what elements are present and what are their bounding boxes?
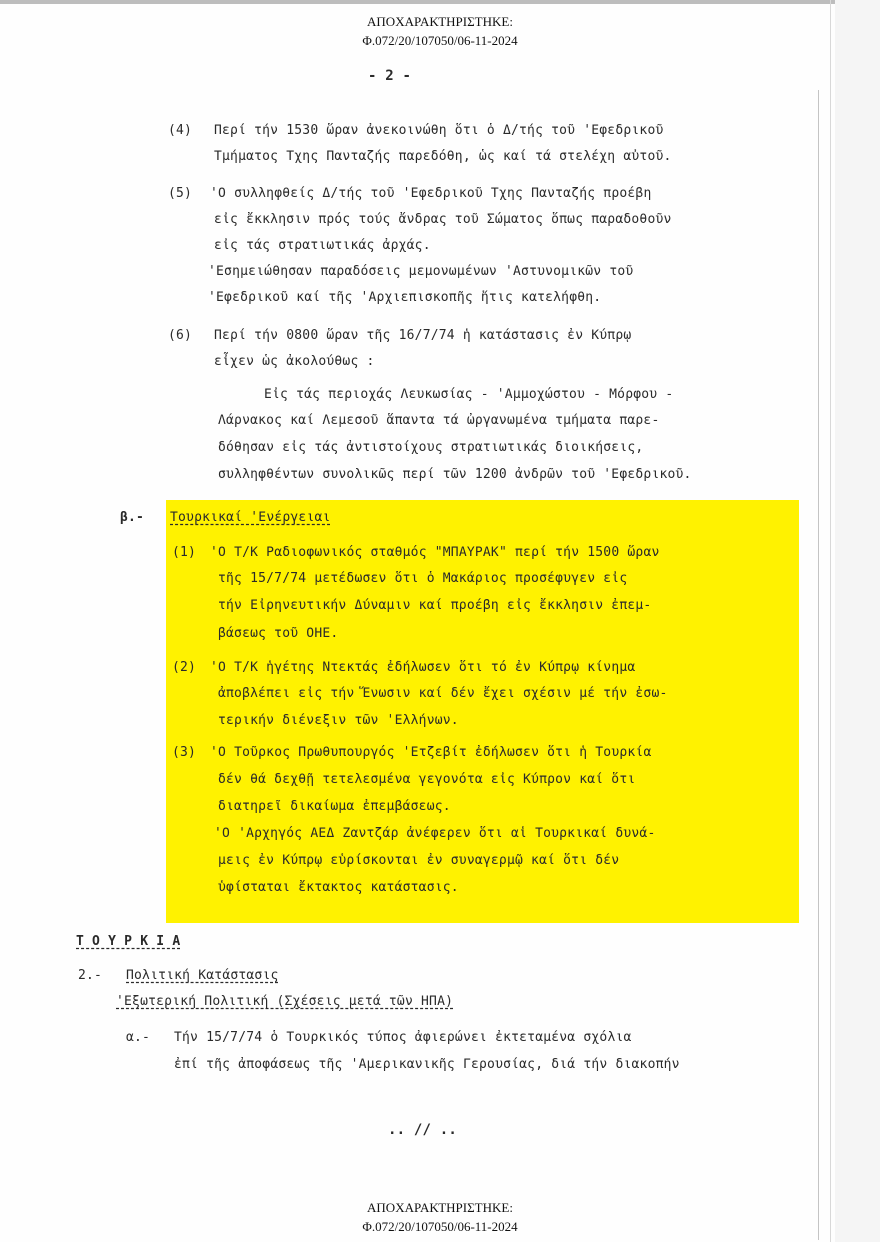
section-number: 2.- <box>78 968 103 983</box>
text-line: 'Ο Τοῦρκος Πρωθυπουργός 'Ετζεβίτ ἐδήλωσεν ὅτι ἡ Τουρκία <box>210 745 652 760</box>
text-line: τερικήν διένεξιν τῶν 'Ελλήνων. <box>218 713 459 728</box>
text-line: 'Εφεδρικοῦ καί τῆς 'Αρχιεπισκοπῆς ἥτις κατελήφθη. <box>208 290 602 305</box>
text-line: 'Ο Τ/Κ ἡγέτης Ντεκτάς ἐδήλωσεν ὅτι τό ἐν Κύπρῳ κίνημα <box>210 660 636 675</box>
page-number: - 2 - <box>368 68 412 84</box>
item-number: (5) <box>168 186 193 201</box>
text-line: διατηρεῖ δικαίωμα ἐπεμβάσεως. <box>218 799 451 814</box>
section-title: Πολιτική Κατάστασις <box>126 968 279 983</box>
stamp-reference: Φ.072/20/107050/06-11-2024 <box>362 33 518 48</box>
text-line: ἐπί τῆς ἀποφάσεως τῆς 'Αμερικανικῆς Γερουσίας, διά τήν διακοπήν <box>174 1057 680 1072</box>
item-number: (1) <box>172 545 197 560</box>
item-number: (6) <box>168 328 193 343</box>
text-line: Εἰς τάς περιοχάς Λευκωσίας - 'Αμμοχώστου - Μόρφου - <box>264 387 674 402</box>
text-line: δέν θά δεχθῇ τετελεσμένα γεγονότα εἰς Κύπρον καί ὅτι <box>218 772 636 787</box>
text-line: 'Εσημειώθησαν παραδόσεις μεμονωμένων 'Αστυνομικῶν τοῦ <box>208 264 634 279</box>
text-line: τήν Εἰρηνευτικήν Δύναμιν καί προέβη εἰς ἔκκλησιν ἐπεμ- <box>218 598 652 613</box>
text-line: μεις ἐν Κύπρῳ εὑρίσκονται ἐν συναγερμῷ καί ὅτι δέν <box>218 853 620 868</box>
text-line: δόθησαν εἰς τάς ἀντιστοίχους στρατιωτικάς διοικήσεις, <box>218 440 644 455</box>
text-line: ἀποβλέπει εἰς τήν Ἕνωσιν καί δέν ἔχει σχέσιν μέ τήν ἐσω- <box>218 686 668 701</box>
text-line: εἰς ἔκκλησιν πρός τούς ἄνδρας τοῦ Σώματος ὅπως παραδοθοῦν <box>214 212 672 227</box>
scan-right-margin <box>835 0 880 1242</box>
item-number: (3) <box>172 745 197 760</box>
continuation-mark: .. // .. <box>388 1122 458 1138</box>
declassification-stamp-header <box>0 12 880 50</box>
text-line: εἶχεν ὡς ἀκολούθως : <box>214 354 375 369</box>
scan-edge-line <box>818 90 819 1240</box>
text-line: Περί τήν 1530 ὥραν ἀνεκοινώθη ὅτι ὁ Δ/τής τοῦ 'Εφεδρικοῦ <box>214 123 664 138</box>
stamp-title: ΑΠΟΧΑΡΑΚΤΗΡΙΣΤΗΚΕ: <box>367 14 513 29</box>
text-line: Τήν 15/7/74 ὁ Τουρκικός τύπος ἀφιερώνει ἐκτεταμένα σχόλια <box>174 1030 632 1045</box>
declassification-stamp-footer <box>0 1198 880 1236</box>
text-line: Τμήματος Τχης Πανταζής παρεδόθη, ὡς καί τά στελέχη αὐτοῦ. <box>214 149 672 164</box>
text-line: τῆς 15/7/74 μετέδωσεν ὅτι ὁ Μακάριος προσέφυγεν εἰς <box>218 571 628 586</box>
text-line: ὑφίσταται ἔκτακτος κατάστασις. <box>218 880 459 895</box>
scan-edge-line <box>830 0 831 1242</box>
section-label: β.- <box>120 510 145 525</box>
text-line: 'Ο συλληφθείς Δ/τής τοῦ 'Εφεδρικοῦ Τχης Πανταζής προέβη <box>210 186 652 201</box>
text-line: εἰς τάς στρατιωτικάς ἀρχάς. <box>214 238 431 253</box>
text-line: 'Ο 'Αρχηγός ΑΕΔ Ζαντζάρ ἀνέφερεν ὅτι αἱ Τουρκικαί δυνά- <box>214 826 656 841</box>
item-label: α.- <box>126 1030 151 1045</box>
text-line: συλληφθέντων συνολικῶς περί τῶν 1200 ἀνδρῶν τοῦ 'Εφεδρικοῦ. <box>218 467 692 482</box>
text-line: 'Ο Τ/Κ Ραδιοφωνικός σταθμός "ΜΠΑΥΡΑΚ" περί τήν 1500 ὥραν <box>210 545 660 560</box>
item-number: (4) <box>168 123 193 138</box>
item-number: (2) <box>172 660 197 675</box>
stamp-title: ΑΠΟΧΑΡΑΚΤΗΡΙΣΤΗΚΕ: <box>367 1200 513 1215</box>
scan-top-border <box>0 0 835 4</box>
section-title: Τουρκικαί 'Ενέργειαι <box>170 510 331 525</box>
text-line: Περί τήν 0800 ὥραν τῆς 16/7/74 ἡ κατάστασις ἐν Κύπρῳ <box>214 328 632 343</box>
text-line: βάσεως τοῦ ΟΗΕ. <box>218 626 339 641</box>
country-heading: Τ Ο Υ Ρ Κ Ι Α <box>76 934 181 949</box>
stamp-reference: Φ.072/20/107050/06-11-2024 <box>362 1219 518 1234</box>
section-subtitle: 'Εξωτερική Πολιτική (Σχέσεις μετά τῶν ΗΠΑ) <box>116 994 454 1009</box>
text-line: Λάρνακος καί Λεμεσοῦ ἅπαντα τά ὠργανωμένα τμήματα παρε- <box>218 413 660 428</box>
